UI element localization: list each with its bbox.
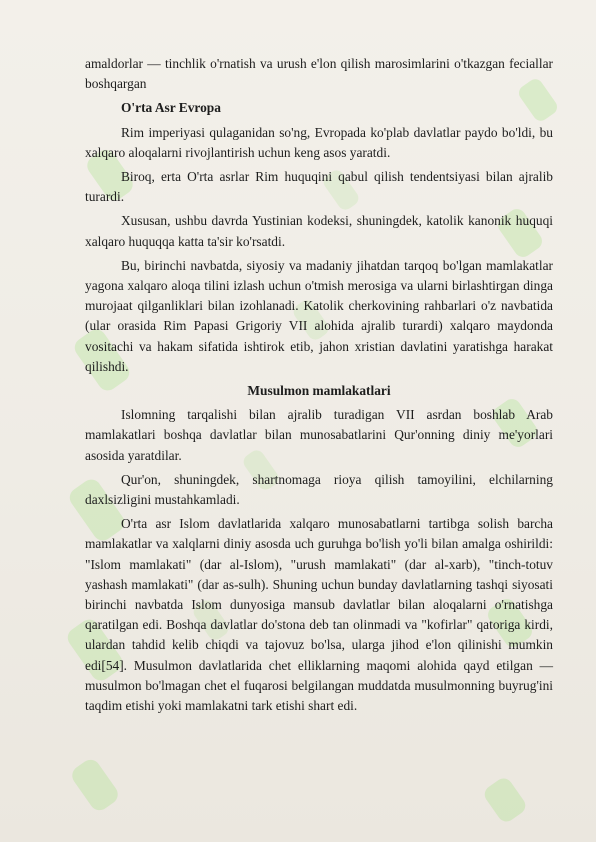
paragraph: amaldorlar — tinchlik o'rnatish va urush e'lon qilish marosimlarini o'tkazgan feciallar boshqargan xyxy=(85,56,553,92)
paragraph: Bu, birinchi navbatda, siyosiy va madaniy jihatdan tarqoq bo'lgan mamlakatlar yagona xalqaro aloqa tilini izlash uchun o'tmish merosiga va ularni birlashtirgan dinga murojaat qilganliklari bilan izohlanadi. Katolik cherkovining rahbarlari o'z navbatida (ular orasida Rim Papasi Grigoriy VII alohida ajralib turardi) xalqaro maydonda vositachi va hakam sifatida ishtirok etib, jahon xristian davlatini yaratishga harakat qilishdi. xyxy=(85,257,553,374)
section-heading: O'rta Asr Evropa xyxy=(121,100,221,116)
paragraph: Islomning tarqalishi bilan ajralib turadigan VII asrdan boshlab Arab mamlakatlari boshqa davlatlar bilan munosabatlarini Qur'onning diniy me'yorlari asosida yaratdilar. xyxy=(85,407,553,463)
document-body xyxy=(85,54,553,720)
paragraph: O'rta asr Islom davlatlarida xalqaro munosabatlarni tartibga solish barcha mamlakatlar va xalqlarni diniy asosda uch guruhga bo'lish yo'li bilan amalga oshirildi: "Islom mamlakati" (dar al-Islom), "urush mamlakati" (dar al-xarb), "tinch-totuv yashash mamlakati" (dar as-sulh). Shuning uchun bunday davlatlarning tashqi siyosati birinchi navbatda Islom dunyosiga mansub davlatlar bilan aloqalarni o'rnatishga qaratilgan edi. Boshqa davlatlar do'stona deb tan olinmadi va "kofirlar" qatoriga kirdi, ulardan tahdid kelib chiqdi va tajovuz bo'lsa, ularga jihod e'lon qilinishi mumkin edi[54]. Musulmon davlatlarida chet elliklarning maqomi alohida qayd etilgan — musulmon bo'lmagan chet el fuqarosi belgilangan muddatda musulmonning buyrug'ini taqdim etishi yoki mamlakatni tark etishi shart edi. xyxy=(85,516,553,714)
paragraph: Qur'on, shuningdek, shartnomaga rioya qilish tamoyilini, elchilarning daxlsizligini mustahkamladi. xyxy=(85,471,553,508)
section-heading: Musulmon mamlakatlari xyxy=(247,383,391,399)
paragraph: Rim imperiyasi qulaganidan so'ng, Evropada ko'plab davlatlar paydo bo'ldi, bu xalqaro aloqalarni rivojlantirish uchun keng asos yaratdi. xyxy=(85,124,553,160)
paragraph: Xususan, ushbu davrda Yustinian kodeksi, shuningdek, katolik kanonik huquqi xalqaro huquqqa katta ta'sir ko'rsatdi. xyxy=(85,213,553,249)
watermark-stroke xyxy=(68,756,121,814)
watermark-stroke xyxy=(481,775,529,825)
paragraph: Biroq, erta O'rta asrlar Rim huquqini qabul qilish tendentsiyasi bilan ajralib turardi. xyxy=(85,169,553,205)
